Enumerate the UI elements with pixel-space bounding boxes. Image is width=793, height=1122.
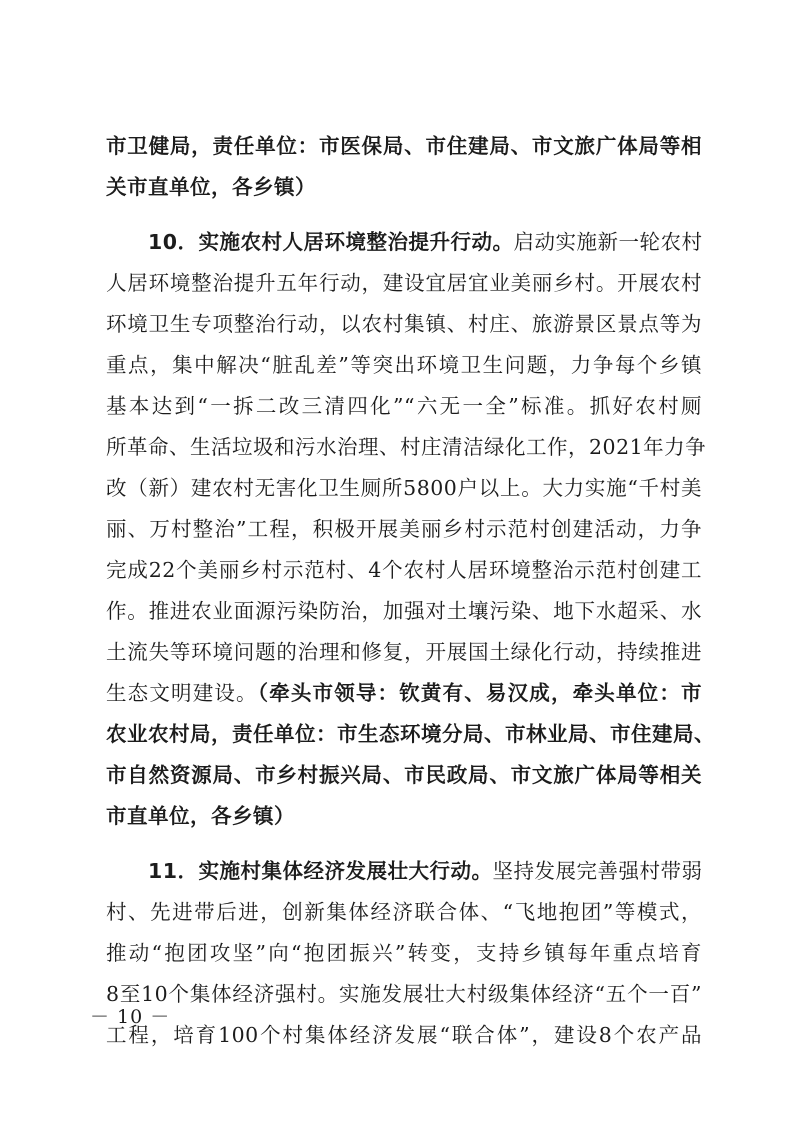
document-body <box>106 126 715 1056</box>
text-line: 市直单位，各乡镇） <box>106 804 295 828</box>
text-line: 基本达到“一拆二改三清四化”“六无一全”标准。抓好农村厕 <box>106 394 702 418</box>
text-line: 村、先进带后进，创新集体经济联合体、“飞地抱团”等模式， <box>106 900 702 924</box>
text-line: 作。推进农业面源污染防治，加强对土壤污染、地下水超采、水 <box>106 599 702 623</box>
text-line <box>106 673 702 714</box>
text-span: 生态文明建设。 <box>106 681 258 705</box>
text-line: 关市直单位，各乡镇） <box>106 175 316 199</box>
text-line: 人居环境整治提升五年行动，建设宜居宜业美丽乡村。开展农村 <box>106 271 702 295</box>
text-span: 启动实施新一轮农村 <box>513 230 703 254</box>
section-10-first-line <box>106 222 702 263</box>
lead-official-note: （牵头市领导：钦黄有、易汉成，牵头单位：市 <box>257 681 703 705</box>
text-line: 所革命、生活垃圾和污水治理、村庄清洁绿化工作，2021年力争 <box>106 435 707 459</box>
section-11-first-line <box>106 851 702 892</box>
text-line: 8至10个集体经济强村。实施发展壮大村级集体经济“五个一百” <box>106 982 702 1006</box>
text-line: 推动“抱团攻坚”向“抱团振兴”转变，支持乡镇每年重点培育 <box>106 941 702 965</box>
text-line: 环境卫生专项整治行动，以农村集镇、村庄、旅游景区景点等为 <box>106 312 702 336</box>
text-line: 农业农村局，责任单位：市生态环境分局、市林业局、市住建局、 <box>106 722 715 746</box>
text-line: 完成22个美丽乡村示范村、4个农村人居环境整治示范村创建工 <box>106 558 702 582</box>
text-line: 重点，集中解决“脏乱差”等突出环境卫生问题，力争每个乡镇 <box>106 353 702 377</box>
text-line: 工程，培育100个村集体经济发展“联合体”，建设8个农产品 <box>106 1023 702 1047</box>
text-span: 坚持发展完善强村带弱 <box>492 859 703 883</box>
text-line: 市自然资源局、市乡村振兴局、市民政局、市文旅广体局等相关 <box>106 763 702 787</box>
text-line: 土流失等环境问题的治理和修复，开展国土绿化行动，持续推进 <box>106 640 702 664</box>
text-line: 市卫健局，责任单位：市医保局、市住建局、市文旅广体局等相 <box>106 134 702 158</box>
text-line: 改（新）建农村无害化卫生厕所5800户以上。大力实施“千村美 <box>106 476 702 500</box>
page-number: － 10 － <box>90 1006 171 1028</box>
text-line: 丽、万村整治”工程，积极开展美丽乡村示范村创建活动，力争 <box>106 517 702 541</box>
section-11-heading: 11．实施村集体经济发展壮大行动。 <box>148 859 493 883</box>
section-10-heading: 10．实施农村人居环境整治提升行动。 <box>148 230 514 254</box>
